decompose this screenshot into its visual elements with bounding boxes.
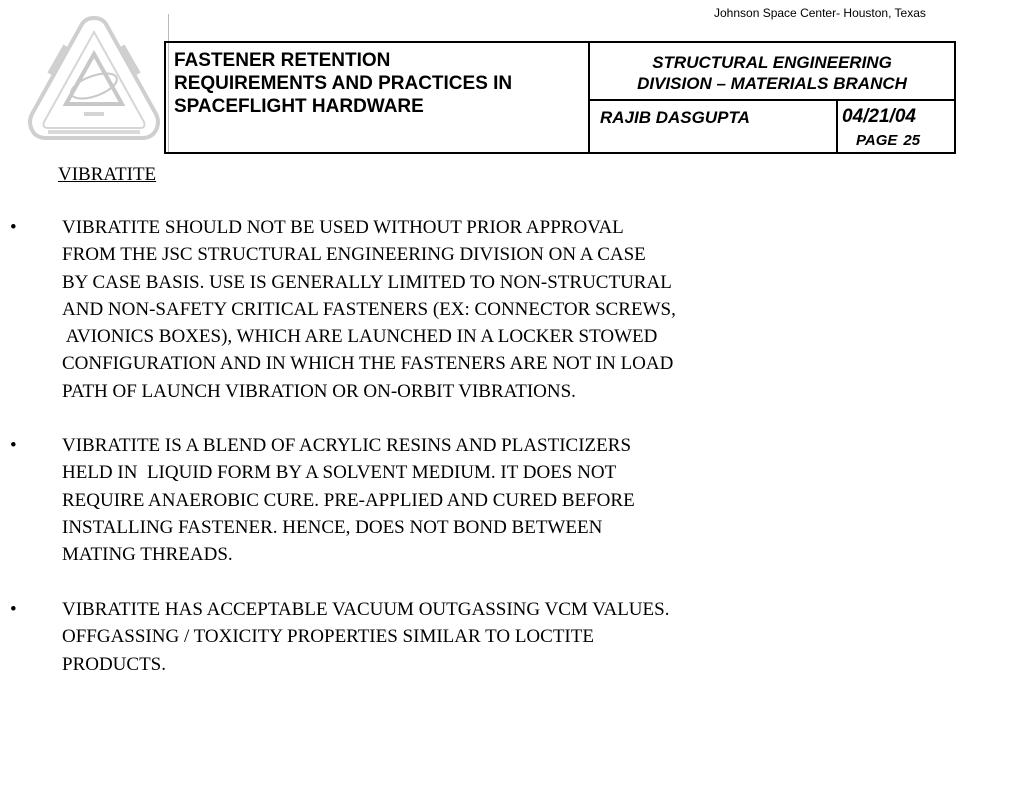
text-line: VIBRATITE IS A BLEND OF ACRYLIC RESINS AND PLASTICIZERS [62,435,632,456]
division-line: STRUCTURAL ENGINEERING [652,53,892,72]
division-line: DIVISION – MATERIALS BRANCH [637,74,907,93]
text-line: CONFIGURATION AND IN WHICH THE FASTENERS ARE NOT IN LOAD [62,353,674,375]
author-name: RAJIB DASGUPTA [590,101,838,152]
bullet-text [62,214,676,405]
text-line: VIBRATITE SHOULD NOT BE USED WITHOUT PRIOR APPROVAL [62,217,624,238]
document-date: 04/21/04 [842,106,916,127]
bullet-marker: • [10,435,17,456]
title-line: FASTENER RETENTION [174,50,391,71]
page-indicator [856,132,920,149]
header-location: Johnson Space Center- Houston, Texas [714,6,926,20]
text-line: BY CASE BASIS. USE IS GENERALLY LIMITED TO NON-STRUCTURAL [62,271,672,293]
document-title [166,43,590,152]
bullet-marker: • [10,599,17,620]
bullet-marker: • [10,217,17,238]
text-line: FROM THE JSC STRUCTURAL ENGINEERING DIVISION ON A CASE [62,244,646,266]
text-line: AND NON-SAFETY CRITICAL FASTENERS (EX: CONNECTOR SCREWS, [62,298,676,320]
division-name [590,43,954,101]
text-line: MATING THREADS. [62,544,233,566]
title-line: REQUIREMENTS AND PRACTICES IN [174,73,513,94]
page-number: 25 [903,132,921,149]
text-line: PRODUCTS. [62,653,166,675]
text-line: HELD IN LIQUID FORM BY A SOLVENT MEDIUM. IT DOES NOT [62,462,617,484]
text-line: REQUIRE ANAEROBIC CURE. PRE-APPLIED AND CURED BEFORE [62,489,635,511]
text-line: VIBRATITE HAS ACCEPTABLE VACUUM OUTGASSING VCM VALUES. [62,599,670,620]
section-heading: VIBRATITE [58,164,157,185]
text-line: OFFGASSING / TOXICITY PROPERTIES SIMILAR TO LOCTITE [62,626,594,648]
bullet-text [62,596,669,678]
date-page-cell [838,101,954,152]
text-line: AVIONICS BOXES), WHICH ARE LAUNCHED IN A LOCKER STOWED [62,326,658,348]
bullet-text [62,432,635,568]
page-label: PAGE [856,132,898,149]
jsc-division-logo [26,14,162,146]
title-block [164,41,956,154]
text-line: INSTALLING FASTENER. HENCE, DOES NOT BOND BETWEEN [62,516,603,538]
text-line: PATH OF LAUNCH VIBRATION OR ON-ORBIT VIBRATIONS. [62,380,576,402]
title-line: SPACEFLIGHT HARDWARE [174,96,424,117]
